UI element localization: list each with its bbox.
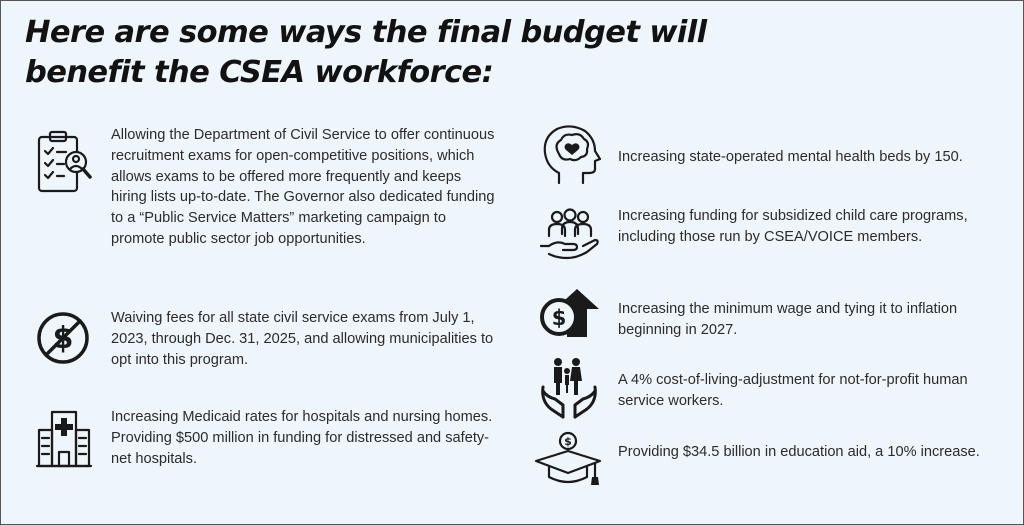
svg-text:$: $ (52, 321, 74, 356)
benefit-text: Waiving fees for all state civil service exams from July 1, 2023, through Dec. 31, 2025, and allowing municipalities to opt into this program. (111, 310, 494, 368)
checklist-magnifier-icon (36, 129, 92, 195)
head-heart-brain-icon (541, 125, 599, 185)
benefit-text: Increasing the minimum wage and tying it to inflation beginning in 2027. (618, 301, 958, 338)
benefit-item-education-aid (533, 431, 1009, 491)
benefit-item-mental-health (539, 125, 1009, 187)
hand-people-icon (539, 208, 601, 260)
svg-text:$: $ (564, 435, 572, 448)
benefit-text: Allowing the Department of Civil Service to offer continuous recruitment exams for open-competitive positions, which allows exams to be offered more frequently and keeps hiring lists up-to-date. The Governor also dedicated funding to a “Public Service Matters” marketing campaign to promote public sector job opportunities. (111, 127, 495, 247)
benefit-text: A 4% cost-of-living-adjustment for not-for-profit human service workers. (618, 372, 968, 409)
title-line-2: benefit the CSEA workforce: (25, 55, 494, 90)
hospital-icon (36, 410, 92, 468)
benefit-item-recruitment-exams (34, 125, 494, 275)
benefit-item-cost-of-living (539, 355, 1009, 421)
benefit-item-child-care (539, 206, 1009, 274)
dollar-arrow-up-icon (539, 289, 603, 337)
page-title (25, 13, 745, 93)
no-dollar-icon (36, 311, 90, 365)
benefit-text: Increasing Medicaid rates for hospitals and nursing homes. Providing $500 million in funding for distressed and safety-net hospitals. (111, 409, 493, 467)
title-line-1: Here are some ways the final budget will (25, 15, 707, 50)
benefit-text: Increasing state-operated mental health beds by 150. (618, 149, 963, 165)
graduation-cap-dollar-icon (533, 431, 603, 487)
svg-text:$: $ (551, 306, 567, 330)
hands-family-icon (539, 357, 599, 419)
benefit-text: Providing $34.5 billion in education aid, a 10% increase. (618, 444, 980, 460)
benefit-text: Increasing funding for subsidized child care programs, including those run by CSEA/VOICE members. (618, 208, 968, 245)
benefit-item-fee-waiver (34, 307, 494, 377)
benefit-item-minimum-wage (539, 289, 1009, 349)
benefit-item-medicaid (34, 406, 494, 476)
